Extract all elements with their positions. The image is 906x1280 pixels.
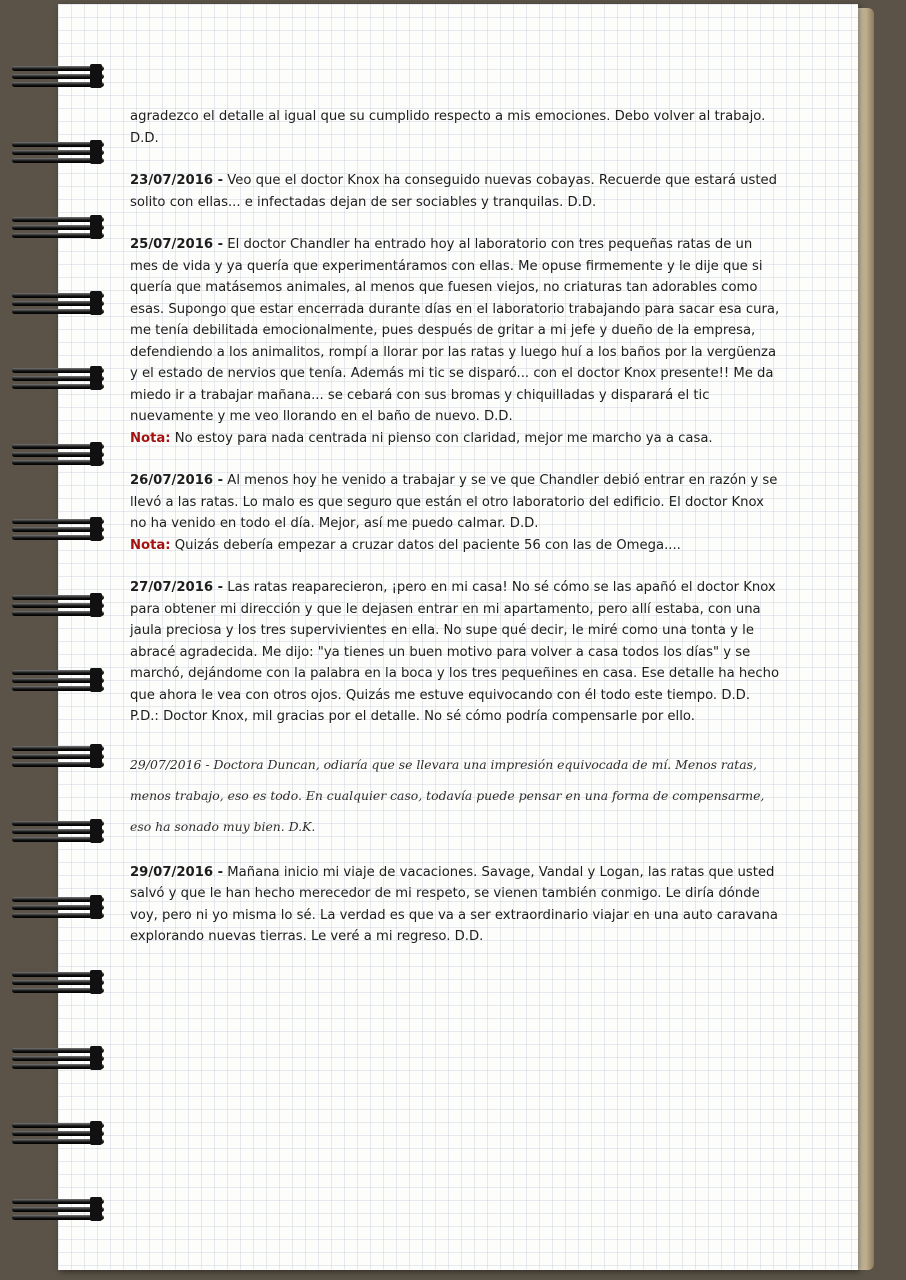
entry-2907 — [130, 862, 780, 948]
nota-text: Quizás debería empezar a cruzar datos del paciente 56 con las de Omega.... — [170, 537, 681, 553]
spiral-ring — [12, 213, 104, 241]
nota-label: Nota: — [130, 430, 171, 446]
spiral-ring — [12, 666, 104, 694]
spiral-ring — [12, 893, 104, 921]
spiral-ring — [12, 364, 104, 392]
diary-text — [130, 106, 780, 969]
entry-2607 — [130, 470, 780, 556]
spiral-binding — [0, 0, 110, 1280]
intro-text: agradezco el detalle al igual que su cumplido respecto a mis emociones. Debo volver al trabajo. D.D. — [130, 109, 766, 146]
entry-date: 23/07/2016 - — [130, 173, 224, 188]
spiral-ring — [12, 440, 104, 468]
spiral-ring — [12, 1044, 104, 1072]
nota-label: Nota: — [130, 537, 171, 553]
entry-2707 — [130, 577, 780, 728]
postscript: P.D.: Doctor Knox, mil gracias por el detalle. No sé cómo podría compensarle por ello. — [130, 709, 695, 724]
entry-text: Mañana inicio mi viaje de vacaciones. Savage, Vandal y Logan, las ratas que usted salvó y que le han hecho merecedor de mi respeto, se vienen también conmigo. Le diría dónde voy, pero ni yo misma lo sé. La verdad es que va a ser extraordinario viajar en una auto caravana explorando nuevas tierras. Le veré a mi regreso. D.D. — [130, 864, 778, 944]
entry-date: 27/07/2016 - — [130, 580, 224, 595]
spiral-ring — [12, 742, 104, 770]
intro-paragraph — [130, 106, 780, 149]
entry-2507 — [130, 234, 780, 449]
entry-2307 — [130, 170, 780, 213]
spiral-ring — [12, 968, 104, 996]
knox-reply: 29/07/2016 - Doctora Duncan, odiaría que se llevara una impresión equivocada de mí. Menos ratas, menos trabajo, eso es todo. En cualquier caso, todavía puede pensar en una forma de compensarme, eso ha sonado muy bien. D.K. — [130, 756, 765, 834]
entry-date: 25/07/2016 - — [130, 237, 224, 252]
entry-text: El doctor Chandler ha entrado hoy al laboratorio con tres pequeñas ratas de un mes de vida y ya quería que experimentáramos con ellas. Me opuse firmemente y le dije que si quería que matásemos animales, al menos que fuesen viejos, no criaturas tan adorables como esas. Supongo que estar encerrada durante días en el laboratorio trabajando para sacar esa cura, me tenía debilitada emocionalmente, pues después de gritar a mi jefe y dueño de la empresa, defendiendo a los animalitos, rompí a llorar por las ratas y luego huí a los baños por la vergüenza y el estado de nervios que tenía. Además mi tic se disparó... con el doctor Knox presente!! Me da miedo ir a trabajar mañana... se cebará con sus bromas y chiquilladas y disparará el tic nuevamente y me veo llorando en el baño de nuevo. D.D. — [130, 237, 780, 424]
spiral-ring — [12, 1119, 104, 1147]
entry-text: Las ratas reaparecieron, ¡pero en mi casa! No sé cómo se las apañó el doctor Knox para obtener mi dirección y que le dejasen entrar en mi apartamento, pero allí estaba, con una jaula preciosa y los tres supervivientes en ella. No supe qué decir, le miré como una tonta y le abracé agradecida. Me dijo: "ya tienes un buen motivo para volver a casa todos los días" y se marchó, dejándome con la palabra en la boca y los tres pequeñines en casa. Ese detalle ha hecho que ahora le vea con otros ojos. Quizás me estuve equivocando con él todo este tiempo. D.D. — [130, 580, 780, 703]
spiral-ring — [12, 1195, 104, 1223]
entry-date: 29/07/2016 - — [130, 864, 224, 880]
entry-text: Veo que el doctor Knox ha conseguido nuevas cobayas. Recuerde que estará usted solito con ellas... e infectadas dejan de ser sociables y tranquilas. D.D. — [130, 173, 778, 210]
entry-date: 26/07/2016 - — [130, 473, 224, 488]
spiral-ring — [12, 591, 104, 619]
spiral-ring — [12, 515, 104, 543]
entry-text: Al menos hoy he venido a trabajar y se ve que Chandler debió entrar en razón y se llevó a las ratas. Lo malo es que seguro que están el otro laboratorio del edificio. El doctor Knox no ha venido en todo el día. Mejor, así me puedo calmar. D.D. — [130, 473, 778, 531]
spiral-ring — [12, 289, 104, 317]
spiral-ring — [12, 62, 104, 90]
spiral-ring — [12, 138, 104, 166]
nota-text: No estoy para nada centrada ni pienso con claridad, mejor me marcho ya a casa. — [170, 430, 713, 446]
spiral-ring — [12, 817, 104, 845]
